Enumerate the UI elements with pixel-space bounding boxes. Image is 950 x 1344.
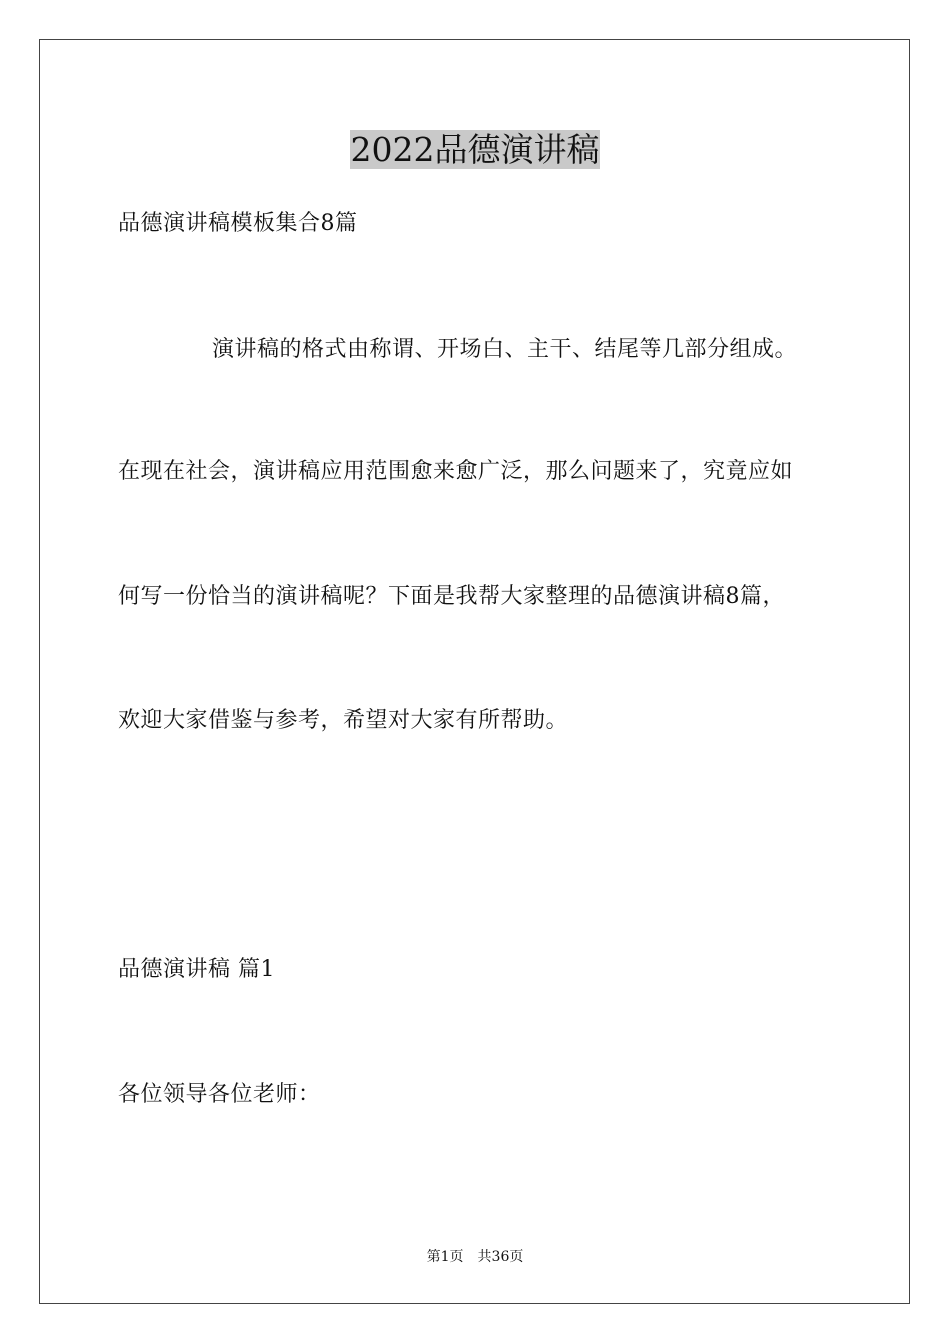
page-footer: 第1页 共36页	[426, 1249, 524, 1265]
document-title-text: 2022品德演讲稿	[350, 130, 600, 169]
document-title	[0, 128, 950, 172]
intro-line-1: 演讲稿的格式由称谓、开场白、主干、结尾等几部分组成。	[212, 337, 798, 362]
salutation: 各位领导各位老师：	[118, 1082, 321, 1107]
document-subtitle: 品德演讲稿模板集合8篇	[118, 211, 358, 236]
intro-line-2: 在现在社会，演讲稿应用范围愈来愈广泛，那么问题来了，究竟应如	[118, 459, 794, 484]
intro-line-3: 何写一份恰当的演讲稿呢？下面是我帮大家整理的品德演讲稿8篇，	[118, 584, 785, 609]
section-heading: 品德演讲稿 篇1	[118, 957, 275, 982]
intro-line-4: 欢迎大家借鉴与参考，希望对大家有所帮助。	[118, 708, 569, 733]
